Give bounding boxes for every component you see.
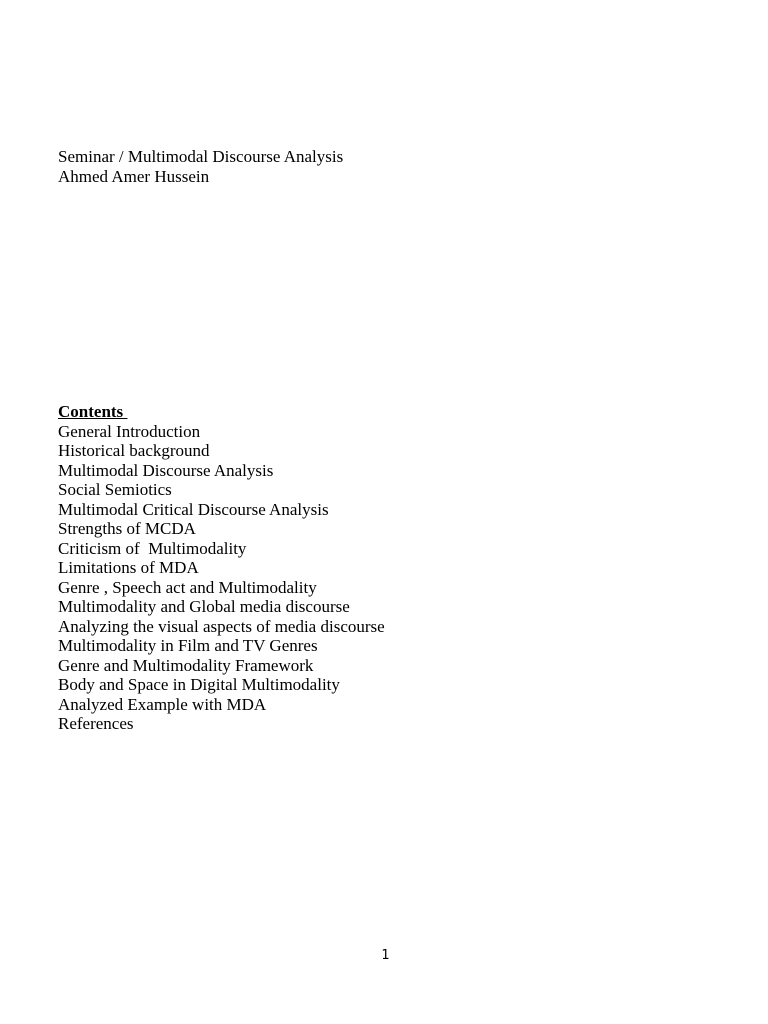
- toc-item: Strengths of MCDA: [58, 519, 196, 538]
- toc-item: Multimodal Discourse Analysis: [58, 460, 274, 480]
- toc-item: Historical background: [58, 441, 210, 460]
- seminar-title: Seminar / Multimodal Discourse Analysis: [58, 147, 344, 166]
- table-of-contents: [58, 402, 385, 734]
- document-header: [58, 147, 343, 187]
- toc-item: Limitations of MDA: [58, 558, 199, 577]
- toc-item: Body and Space in Digital Multimodality: [58, 675, 340, 694]
- toc-item: References: [58, 714, 134, 733]
- toc-item: Analyzed Example with MDA: [58, 694, 267, 714]
- contents-heading: Contents: [58, 402, 128, 421]
- toc-item: Multimodality in Film and TV Genres: [58, 636, 318, 655]
- toc-item: General Introduction: [58, 421, 201, 441]
- author-name: Ahmed Amer Hussein: [58, 167, 210, 186]
- toc-item: Genre , Speech act and Multimodality: [58, 577, 317, 597]
- toc-list: [58, 422, 385, 734]
- toc-item: Multimodal Critical Discourse Analysis: [58, 499, 329, 519]
- toc-item: Genre and Multimodality Framework: [58, 655, 314, 675]
- toc-item: Multimodality and Global media discourse: [58, 597, 350, 616]
- toc-item: Social Semiotics: [58, 480, 172, 499]
- toc-item: Analyzing the visual aspects of media discourse: [58, 616, 385, 636]
- page-number: 1: [381, 948, 390, 963]
- toc-item: Criticism of Multimodality: [58, 538, 247, 558]
